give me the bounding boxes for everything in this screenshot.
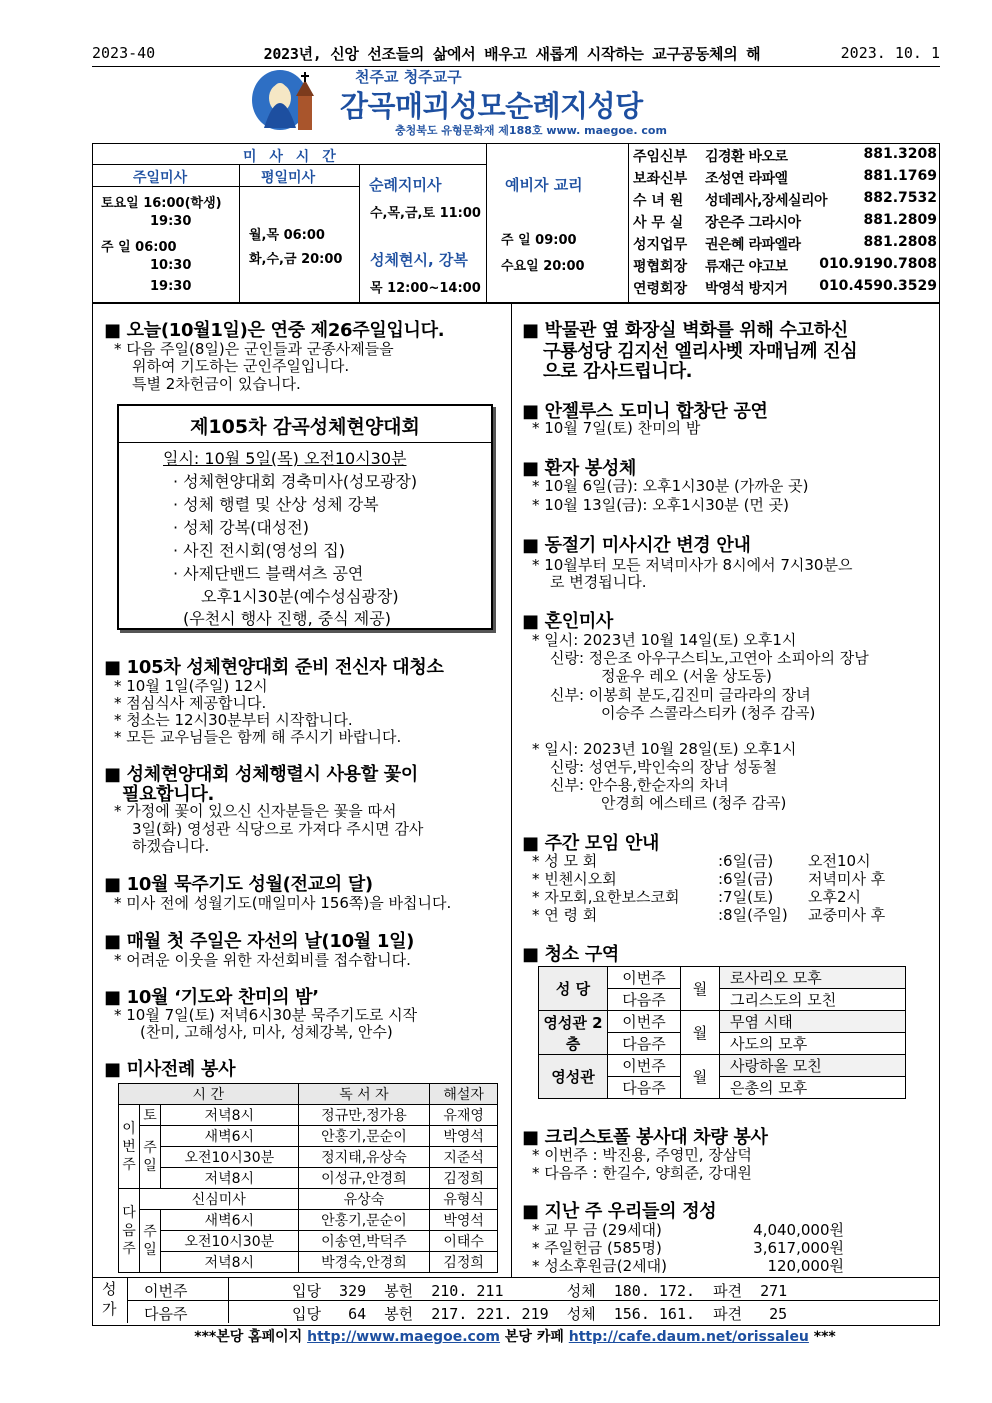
meeting-day: :6일(금) bbox=[718, 852, 774, 870]
staff-phone: 010.9190.7808 bbox=[819, 256, 937, 272]
serve-day: 주일 bbox=[140, 1126, 161, 1189]
offering-row bbox=[532, 1219, 852, 1237]
weekday-line: 화,수,금 20:00 bbox=[249, 252, 343, 267]
staff-row bbox=[633, 278, 937, 298]
staff-row bbox=[633, 190, 937, 210]
serve-week-label: 다음주 bbox=[119, 1189, 140, 1273]
serve-day: 주일 bbox=[140, 1210, 161, 1273]
weekday-line: 월,목 06:00 bbox=[249, 228, 325, 243]
festival-item: 오후1시30분(예수성심광장) bbox=[201, 587, 399, 606]
winter-mass-line: * 10월부터 모든 저녁미사가 8시에서 7시30분으 bbox=[532, 556, 853, 574]
staff-row bbox=[633, 168, 937, 188]
serve-reader: 안홍기,문순이 bbox=[298, 1126, 430, 1147]
festival-date: 일시: 10월 5일(목) 오전10시30분 bbox=[163, 449, 407, 468]
clean-week: 다음주 bbox=[608, 1077, 681, 1099]
meeting-group: * 성 모 회 bbox=[532, 852, 598, 870]
serve-row bbox=[119, 1252, 498, 1273]
virgin-mary-logo-icon bbox=[250, 68, 320, 136]
wedding-line: 신랑: 성연두,박인숙의 장남 성동철 bbox=[550, 758, 777, 776]
clean-group: 로사리오 모후 bbox=[720, 967, 906, 989]
meeting-row bbox=[532, 850, 932, 868]
meeting-time: 교중미사 후 bbox=[808, 906, 886, 924]
sunday-line: 19:30 bbox=[150, 214, 192, 229]
wedding-line: 신부: 이봉희 분도,김진미 글라라의 장녀 bbox=[550, 686, 811, 704]
footer-text: ***본당 홈페이지 bbox=[194, 1329, 308, 1345]
issue-date: 2023. 10. 1 bbox=[840, 44, 940, 62]
offering-amount: 3,617,000원 bbox=[753, 1239, 844, 1257]
cafe-link[interactable]: http://cafe.daum.net/orissaleu bbox=[568, 1329, 809, 1345]
meeting-time: 저녁미사 후 bbox=[808, 870, 886, 888]
winter-mass-title: ■ 동절기 미사시간 변경 안내 bbox=[522, 535, 751, 556]
serve-commentator: 유재영 bbox=[430, 1105, 498, 1126]
staff-name: 박영석 방지거 bbox=[705, 281, 788, 297]
staff-role: 수 녀 원 bbox=[633, 193, 684, 209]
cleaning-zone-title: ■ 청소 구역 bbox=[522, 944, 619, 965]
clean-month: 월 bbox=[681, 1055, 720, 1099]
staff-name: 권은혜 라파엘라 bbox=[705, 237, 801, 253]
stats-label: 성가 bbox=[102, 1280, 117, 1318]
shuttle-service-line: * 이번주 : 박진용, 주영민, 장삼덕 bbox=[532, 1146, 752, 1164]
festival-item: · 성체 강복(대성전) bbox=[173, 518, 309, 537]
festival-title: 제105차 감곡성체현양대회 bbox=[190, 416, 420, 438]
issue-number: 2023-40 bbox=[92, 44, 156, 62]
serve-row bbox=[119, 1189, 498, 1210]
sunday-line: 10:30 bbox=[150, 258, 192, 273]
serve-reader: 정규만,정가용 bbox=[298, 1105, 430, 1126]
clean-week: 다음주 bbox=[608, 1033, 681, 1055]
staff-role: 성지업무 bbox=[633, 237, 688, 253]
wedding-line: 안경희 에스테르 (청주 감곡) bbox=[601, 794, 787, 812]
serve-row bbox=[119, 1126, 498, 1147]
charity-day-title: ■ 매월 첫 주일은 자선의 날(10월 1일) bbox=[104, 931, 415, 952]
clean-month: 월 bbox=[681, 1011, 720, 1055]
meeting-time: 오전10시 bbox=[808, 852, 871, 870]
meeting-group: * 자모회,요한보스코회 bbox=[532, 888, 680, 906]
staff-name: 김경환 바오로 bbox=[705, 149, 788, 165]
footer-text: *** bbox=[808, 1329, 836, 1345]
staff-name: 장은주 그라시아 bbox=[705, 215, 801, 231]
footer-text: 본당 카페 bbox=[500, 1329, 569, 1345]
offering-amount: 4,040,000원 bbox=[753, 1221, 844, 1239]
sick-communion-line: * 10월 13일(금): 오후1시30분 (먼 곳) bbox=[532, 496, 790, 514]
clean-week: 이번주 bbox=[608, 1011, 681, 1033]
staff-phone: 881.1769 bbox=[863, 168, 937, 184]
serve-commentator: 박영석 bbox=[430, 1210, 498, 1231]
serve-row bbox=[119, 1210, 498, 1231]
festival-item: · 사진 전시회(영성의 집) bbox=[173, 541, 345, 560]
serve-time: 저녁8시 bbox=[161, 1168, 299, 1189]
eucharist-festival-box bbox=[117, 404, 493, 630]
sunday-line: 주 일 06:00 bbox=[101, 240, 177, 255]
catechumen-line: 수요일 20:00 bbox=[501, 259, 585, 274]
choir-line: * 10월 7일(토) 찬미의 밤 bbox=[532, 419, 701, 437]
pilgrim-mass-heading: 순례지미사 bbox=[369, 176, 442, 194]
serve-reader: 이성규,안경희 bbox=[298, 1168, 430, 1189]
pilgrim-line: 성체현시, 강복 bbox=[370, 251, 468, 269]
meeting-row bbox=[532, 904, 932, 922]
mural-thanks-title: ■ 박물관 옆 화장실 벽화를 위해 수고하신 bbox=[522, 320, 848, 341]
sunday-notice-line: * 다음 주일(8일)은 군인들과 군종사제들을 bbox=[114, 340, 394, 358]
clean-group: 무염 시태 bbox=[720, 1011, 906, 1033]
rosary-month-line: * 미사 전에 성월기도(매일미사 156쪽)을 바칩니다. bbox=[114, 894, 452, 912]
pilgrim-line: 목 12:00~14:00 bbox=[370, 281, 481, 296]
weekly-meetings-title: ■ 주간 모임 안내 bbox=[522, 833, 660, 854]
sunday-mass-heading: 주일미사 bbox=[133, 170, 188, 186]
serve-head-time: 시 간 bbox=[119, 1084, 299, 1105]
serve-day: 토 bbox=[140, 1105, 161, 1126]
staff-role: 사 무 실 bbox=[633, 215, 684, 231]
offering-label: * 성소후원금(2세대) bbox=[532, 1257, 667, 1275]
liturgy-service-table bbox=[118, 1083, 498, 1273]
staff-role: 주임신부 bbox=[633, 149, 688, 165]
cleaning-notice-line: * 10월 1일(주일) 12시 bbox=[114, 677, 268, 695]
serve-time: 새벽6시 bbox=[161, 1210, 299, 1231]
serve-time: 저녁8시 bbox=[161, 1252, 299, 1273]
serve-reader: 박경숙,안경희 bbox=[298, 1252, 430, 1273]
schedule-title: 미 사 시 간 bbox=[243, 149, 340, 165]
cleaning-zone-table bbox=[538, 966, 906, 1099]
sunday-line: 토요일 16:00(학생) bbox=[101, 196, 222, 211]
offering-title: ■ 지난 주 우리들의 정성 bbox=[522, 1201, 717, 1222]
serve-row bbox=[119, 1147, 498, 1168]
clean-row bbox=[539, 1055, 906, 1077]
staff-name: 조성연 라파엘 bbox=[705, 171, 788, 187]
year-motto: 2023년, 신앙 선조들의 삶에서 배우고 새롭게 시작하는 교구공동체의 해 bbox=[263, 45, 761, 63]
choir-title: ■ 안젤루스 도미니 합창단 공연 bbox=[522, 401, 768, 422]
top-header-line bbox=[92, 38, 940, 67]
festival-item: · 성체 행렬 및 산상 성체 강복 bbox=[173, 495, 379, 514]
prayer-night-line: (찬미, 고해성사, 미사, 성체강복, 안수) bbox=[140, 1023, 393, 1041]
serve-reader: 이송연,박덕주 bbox=[298, 1231, 430, 1252]
staff-name: 성데레사,장세실리아 bbox=[705, 193, 828, 209]
staff-phone: 881.3208 bbox=[863, 146, 937, 162]
clean-group: 은총의 모후 bbox=[720, 1077, 906, 1099]
wedding-title: ■ 혼인미사 bbox=[522, 611, 614, 632]
clean-week: 이번주 bbox=[608, 967, 681, 989]
staff-phone: 010.4590.3529 bbox=[819, 278, 937, 294]
festival-item: · 성체현양대회 경축미사(성모광장) bbox=[173, 472, 418, 491]
sunday-notice-title: ■ 오늘(10월1일)은 연중 제26주일입니다. bbox=[104, 320, 445, 341]
flower-notice-line: 하겠습니다. bbox=[132, 837, 210, 855]
serve-week-label: 이번주 bbox=[119, 1105, 140, 1189]
festival-item: (우천시 행사 진행, 중식 제공) bbox=[183, 609, 391, 628]
clean-week: 이번주 bbox=[608, 1055, 681, 1077]
clean-week: 다음주 bbox=[608, 989, 681, 1011]
serve-commentator: 김정희 bbox=[430, 1252, 498, 1273]
staff-phone: 882.7532 bbox=[863, 190, 937, 206]
serve-row bbox=[119, 1231, 498, 1252]
serve-head-commentator: 해설자 bbox=[430, 1084, 498, 1105]
weekday-mass-heading: 평일미사 bbox=[261, 170, 316, 186]
prayer-night-title: ■ 10월 ‘기도와 찬미의 밤’ bbox=[104, 987, 319, 1008]
shuttle-service-title: ■ 크리스토폴 봉사대 차량 봉사 bbox=[522, 1127, 768, 1148]
staff-row bbox=[633, 146, 937, 166]
wedding-line: 신랑: 정은조 아우구스티노,고연아 소피아의 장남 bbox=[550, 649, 869, 667]
staff-phone: 881.2809 bbox=[863, 212, 937, 228]
serve-reader: 유상숙 bbox=[298, 1189, 430, 1210]
sunday-notice-line: 특별 2차헌금이 있습니다. bbox=[132, 375, 301, 393]
serve-commentator: 지준석 bbox=[430, 1147, 498, 1168]
mural-thanks-title: 구룡성당 김지선 엘리사벳 자매님께 진심 bbox=[543, 341, 858, 362]
liturgy-service-title: ■ 미사전례 봉사 bbox=[104, 1059, 236, 1080]
mural-thanks-title: 으로 감사드립니다. bbox=[543, 361, 693, 382]
flower-notice-line: 3일(화) 영성관 식당으로 가져다 주시면 감사 bbox=[132, 820, 424, 838]
serve-time: 오전10시30분 bbox=[161, 1231, 299, 1252]
mass-schedule-box bbox=[92, 143, 940, 303]
clean-group: 사도의 모후 bbox=[720, 1033, 906, 1055]
staff-role: 연령회장 bbox=[633, 281, 688, 297]
meeting-group: * 빈첸시오회 bbox=[532, 870, 617, 888]
offering-label: * 주일헌금 (585명) bbox=[532, 1239, 662, 1257]
staff-row bbox=[633, 234, 937, 254]
serve-reader: 안홍기,문순이 bbox=[298, 1210, 430, 1231]
stats-week: 다음주 bbox=[144, 1305, 188, 1323]
clean-row bbox=[539, 967, 906, 989]
serve-row bbox=[119, 1105, 498, 1126]
clean-row bbox=[539, 1011, 906, 1033]
serve-time: 오전10시30분 bbox=[161, 1147, 299, 1168]
serve-commentator: 김정희 bbox=[430, 1168, 498, 1189]
wedding-line: * 일시: 2023년 10월 28일(토) 오후1시 bbox=[532, 740, 797, 758]
stats-week: 이번주 bbox=[144, 1282, 188, 1300]
wedding-line: 정윤우 레오 (서울 상도동) bbox=[601, 667, 772, 685]
footer-links bbox=[92, 1326, 938, 1346]
serve-commentator: 박영석 bbox=[430, 1126, 498, 1147]
serve-commentator: 이태수 bbox=[430, 1231, 498, 1252]
serve-reader: 정지태,유상숙 bbox=[298, 1147, 430, 1168]
serve-head-reader: 독 서 자 bbox=[298, 1084, 430, 1105]
prayer-night-line: * 10월 7일(토) 저녁6시30분 묵주기도로 시작 bbox=[114, 1006, 418, 1024]
staff-row bbox=[633, 256, 937, 276]
festival-item: · 사제단밴드 블랙셔츠 공연 bbox=[173, 564, 364, 583]
staff-row bbox=[633, 212, 937, 232]
winter-mass-line: 로 변경됩니다. bbox=[550, 573, 647, 591]
meeting-row bbox=[532, 886, 932, 904]
church-name: 감곡매괴성모순례지성당 bbox=[340, 89, 643, 123]
clean-group: 그리스도의 모친 bbox=[720, 989, 906, 1011]
charity-day-line: * 어려운 이웃을 위한 자선회비를 접수합니다. bbox=[114, 951, 411, 969]
meeting-day: :6일(금) bbox=[718, 870, 774, 888]
cleaning-notice-line: * 모든 교우님들은 함께 해 주시기 바랍니다. bbox=[114, 728, 402, 746]
stats-values: 입당 329 봉헌 210. 211 성체 180. 172. 파견 271 bbox=[292, 1282, 788, 1300]
offering-row bbox=[532, 1255, 852, 1273]
sunday-notice-line: 위하여 기도하는 군인주일입니다. bbox=[132, 357, 350, 375]
clean-group: 사랑하올 모친 bbox=[720, 1055, 906, 1077]
serve-time: 저녁8시 bbox=[161, 1105, 299, 1126]
meeting-row bbox=[532, 868, 932, 886]
staff-role: 보좌신부 bbox=[633, 171, 688, 187]
cleaning-notice-line: * 점심식사 제공합니다. bbox=[114, 694, 267, 712]
church-subtitle: 충청북도 유형문화재 제188호 www. maegoe. com bbox=[395, 124, 667, 137]
pilgrim-line: 수,목,금,토 11:00 bbox=[370, 206, 481, 221]
stats-values: 입당 64 봉헌 217. 221. 219 성체 156. 161. 파견 25 bbox=[292, 1305, 788, 1323]
clean-area: 영성관 2층 bbox=[539, 1011, 608, 1055]
wedding-line: * 일시: 2023년 10월 14일(토) 오후1시 bbox=[532, 631, 797, 649]
attendance-stats bbox=[92, 1277, 938, 1323]
flower-notice-title: ■ 성체현양대회 성체행렬시 사용할 꽃이 bbox=[104, 764, 418, 785]
catechumen-heading: 예비자 교리 bbox=[505, 176, 583, 194]
flower-notice-title: 필요합니다. bbox=[122, 784, 214, 805]
wedding-line: 신부: 안수용,한순자의 차녀 bbox=[550, 776, 729, 794]
meeting-day: :8일(주일) bbox=[718, 906, 788, 924]
meeting-time: 오후2시 bbox=[808, 888, 862, 906]
staff-name: 류재근 야고보 bbox=[705, 259, 788, 275]
catechumen-line: 주 일 09:00 bbox=[501, 233, 577, 248]
offering-row bbox=[532, 1237, 852, 1255]
staff-role: 평협회장 bbox=[633, 259, 688, 275]
rosary-month-title: ■ 10월 묵주기도 성월(전교의 달) bbox=[104, 874, 373, 895]
serve-row bbox=[119, 1168, 498, 1189]
cleaning-notice-title: ■ 105차 성체현양대회 준비 전신자 대청소 bbox=[104, 657, 444, 678]
meeting-group: * 연 령 회 bbox=[532, 906, 598, 924]
serve-time: 새벽6시 bbox=[161, 1126, 299, 1147]
cleaning-notice-line: * 청소는 12시30분부터 시작합니다. bbox=[114, 711, 353, 729]
offering-label: * 교 무 금 (29세대) bbox=[532, 1221, 662, 1239]
staff-phone: 881.2808 bbox=[863, 234, 937, 250]
sick-communion-title: ■ 환자 봉성체 bbox=[522, 458, 637, 479]
diocese-name: 천주교 청주교구 bbox=[355, 68, 462, 86]
offering-amount: 120,000원 bbox=[767, 1257, 844, 1275]
clean-area: 성 당 bbox=[539, 967, 608, 1011]
clean-area: 영성관 bbox=[539, 1055, 608, 1099]
homepage-link[interactable]: http://www.maegoe.com bbox=[307, 1329, 501, 1345]
sick-communion-line: * 10월 6일(금): 오후1시30분 (가까운 곳) bbox=[532, 477, 809, 495]
meeting-day: :7일(토) bbox=[718, 888, 774, 906]
serve-time: 신심미사 bbox=[140, 1189, 299, 1210]
clean-month: 월 bbox=[681, 967, 720, 1011]
shuttle-service-line: * 다음주 : 한길수, 양희준, 강대원 bbox=[532, 1164, 752, 1182]
serve-commentator: 유형식 bbox=[430, 1189, 498, 1210]
sunday-line: 19:30 bbox=[150, 279, 192, 294]
flower-notice-line: * 가정에 꽃이 있으신 신자분들은 꽃을 따서 bbox=[114, 802, 397, 820]
wedding-line: 이승주 스콜라스티카 (청주 감곡) bbox=[601, 704, 816, 722]
